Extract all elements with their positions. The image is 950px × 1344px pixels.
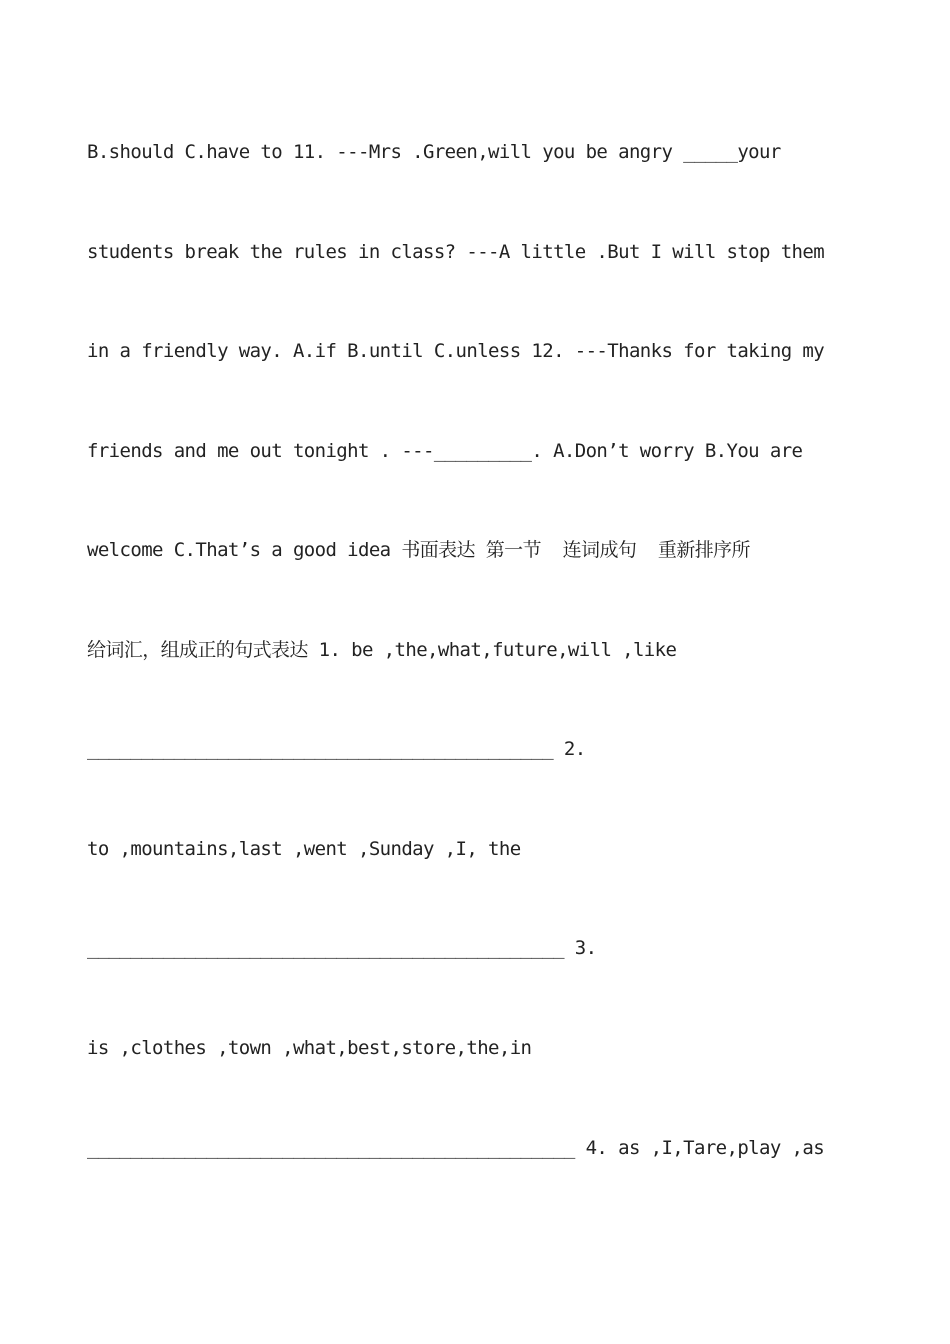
answer-blank-line: ___________________________________________ 2. [87,738,586,760]
text-line: friends and me out tonight . ---_________. A.Don’t worry B.You are [87,440,803,462]
text-line: students break the rules in class? ---A little .But I will stop them [87,241,825,263]
text-line: is ,clothes ,town ,what,best,store,the,in [87,1037,532,1059]
text-line: B.should C.have to 11. ---Mrs .Green,will you be angry _____your [87,141,781,163]
text-line: to ,mountains,last ,went ,Sunday ,I, the [87,838,521,860]
text-line: 给词汇，组成正的句式表达 1. be ,the,what,future,will ,like [87,639,677,661]
text-line: welcome C.That’s a good idea 书面表达 第一节 连词成句 重新排序所 [87,539,750,561]
text-line: in a friendly way. A.if B.until C.unless 12. ---Thanks for taking my [87,340,825,362]
answer-blank-line: ____________________________________________ 3. [87,937,597,959]
answer-blank-line: _____________________________________________ 4. as ,I,Tare,play ,as [87,1137,825,1159]
